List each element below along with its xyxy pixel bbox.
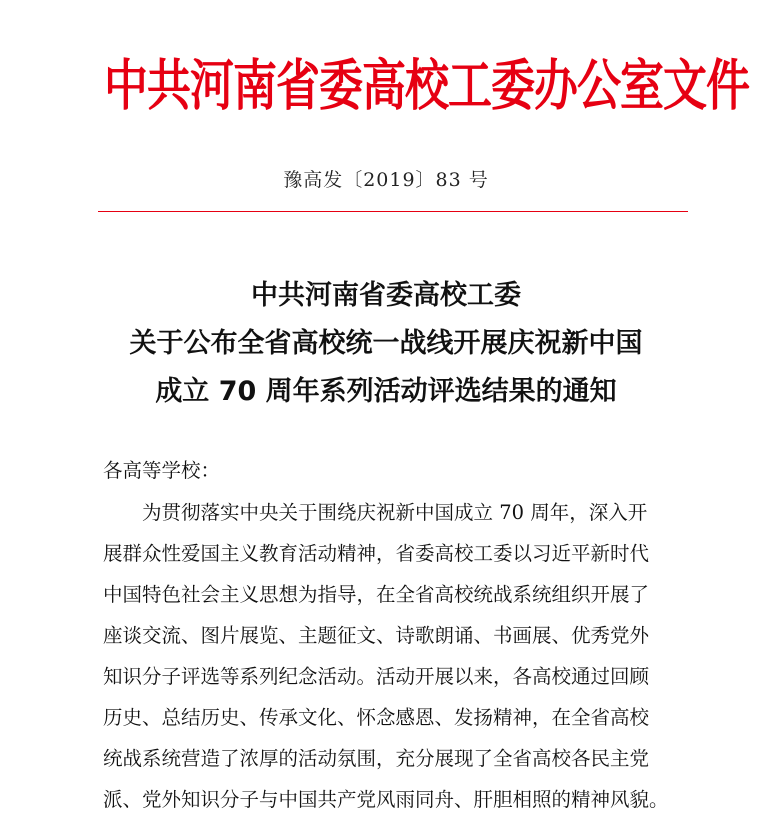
red-divider-line	[98, 211, 688, 212]
title-line-1: 中共河南省委高校工委	[251, 280, 521, 311]
body-line: 中国特色社会主义思想为指导，在全省高校统战系统组织开展了	[103, 583, 650, 606]
document-number: 豫高发〔2019〕83 号	[283, 169, 489, 191]
body-line: 知识分子评选等系列纪念活动。活动开展以来，各高校通过回顾	[103, 665, 650, 688]
masthead-title: 中共河南省委高校工委办公室文件	[104, 54, 749, 119]
title-line-2: 关于公布全省高校统一战线开展庆祝新中国	[129, 328, 643, 359]
body-line: 座谈交流、图片展览、主题征文、诗歌朗诵、书画展、优秀党外	[103, 624, 650, 647]
body-line: 历史、总结历史、传承文化、怀念感恩、发扬精神，在全省高校	[103, 706, 650, 729]
salutation: 各高等学校：	[103, 459, 221, 482]
notice-title	[80, 272, 692, 416]
body-line: 派、党外知识分子与中国共产党风雨同舟、肝胆相照的精神风貌。	[103, 788, 669, 811]
body-line: 统战系统营造了浓厚的活动氛围，充分展现了全省高校各民主党	[103, 747, 650, 770]
body-paragraph	[103, 492, 693, 820]
title-line-3: 成立 70 周年系列活动评选结果的通知	[155, 376, 617, 407]
body-line: 为贯彻落实中央关于围绕庆祝新中国成立 70 周年，深入开	[103, 501, 648, 524]
body-line: 展群众性爱国主义教育活动精神，省委高校工委以习近平新时代	[103, 542, 650, 565]
